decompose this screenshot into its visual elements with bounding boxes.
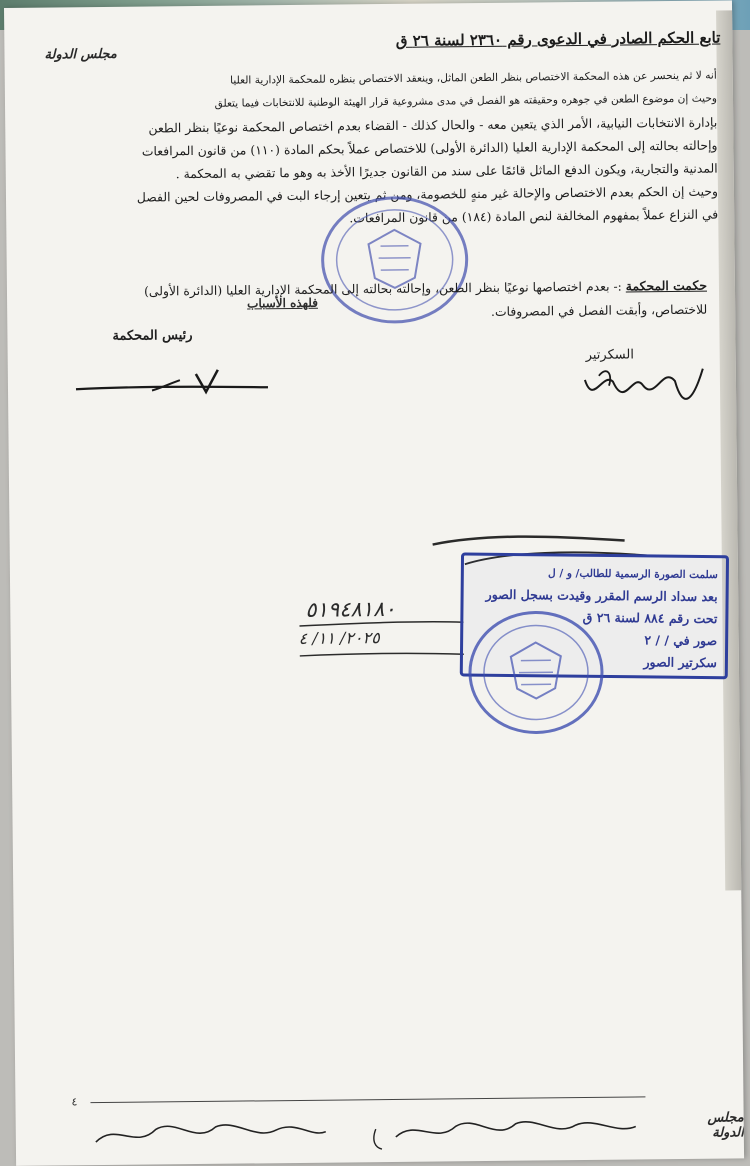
footer-rule	[90, 1096, 645, 1103]
council-name-footer: مجلس الدولة	[707, 1110, 744, 1141]
document-header: تابع الحكم الصادر في الدعوى رقم ٢٣٦٠ لسنة ٢٦ ق	[395, 28, 721, 50]
stamp-line-1: سلمت الصورة الرسمية للطالب/ و / ل	[548, 567, 718, 582]
council-name-top: مجلس الدولة	[44, 46, 117, 63]
section-title: فلهذه الأسباب	[247, 295, 318, 311]
ruling-text-1: :- بعدم اختصاصها نوعيًا بنظر الطعن، وإحالته بحالته إلى المحكمة الإدارية العليا (الدائرة الأولى)	[143, 278, 622, 299]
stamp-line-2: بعد سداد الرسم المقرر وقيدت بسجل الصور	[485, 586, 718, 605]
secretary-label: السكرتير	[585, 347, 634, 363]
body-line-3: بإدارة الانتخابات النيابية، الأمر الذي يتعين معه - والحال كذلك - القضاء بعدم اختصاص المحكمة نوعيًا بنظر الطعن	[148, 114, 718, 136]
document-page	[4, 0, 744, 1166]
court-seal-bottom	[460, 602, 611, 744]
stamp-line-3: تحت رقم ٨٨٤ لسنة ٢٦ ق	[582, 609, 718, 627]
chief-signature	[68, 363, 278, 405]
ruling-label: حكمت المحكمة	[625, 277, 708, 294]
handwritten-date: ٢٠٢٥/ ١١/ ٤	[298, 628, 380, 648]
court-chief-label: رئيس المحكمة	[112, 328, 193, 344]
page-fold-shadow	[716, 10, 744, 890]
stamp-line-5: سكرتير الصور	[643, 654, 717, 671]
handwritten-underlines	[295, 618, 465, 660]
body-line-5: المدنية والتجارية، ويكون الدفع الماثل قائمًا على سند من القانون جديرًا الأخذ به وهو ما تقضي به المحكمة .	[175, 160, 718, 182]
stamp-line-4: صور في / / ٢	[644, 632, 718, 649]
page-number: ٤	[71, 1095, 78, 1109]
body-line-1: أنه لا ثم ينحسر عن هذه المحكمة الاختصاص بنظر الطعن الماثل، وينعقد الاختصاص بنظره للمحكمة الإدارية العليا	[230, 69, 717, 87]
secretary-signature	[563, 361, 714, 423]
body-line-6: وحيث إن الحكم بعدم الاختصاص والإحالة غير منهٍ للخصومة، ومن ثم يتعين إرجاء البت في المصروفات لحين الفصل	[136, 183, 719, 205]
footer-signatures	[76, 1106, 676, 1157]
body-line-7: في النزاع عملاً بمفهوم المخالفة لنص المادة (١٨٤) من قانون المرافعات.	[349, 206, 719, 226]
body-line-2: وحيث إن موضوع الطعن في جوهره وحقيقته هو الفصل في مدى مشروعية قرار الهيئة الوطنية للانتخابات فيما يتعلق	[214, 92, 718, 110]
handwritten-number: ٥١٩٤٨١٨٠	[305, 596, 396, 622]
body-line-4: وإحالته بحالته إلى المحكمة الإدارية العليا (الدائرة الأولى) للاختصاص عملاً بحكم المادة (١١٠) من قانون المرافعات	[141, 137, 718, 159]
ruling-line-2: للاختصاص، وأبقت الفصل في المصروفات.	[490, 301, 708, 319]
ruling-section	[47, 274, 707, 329]
